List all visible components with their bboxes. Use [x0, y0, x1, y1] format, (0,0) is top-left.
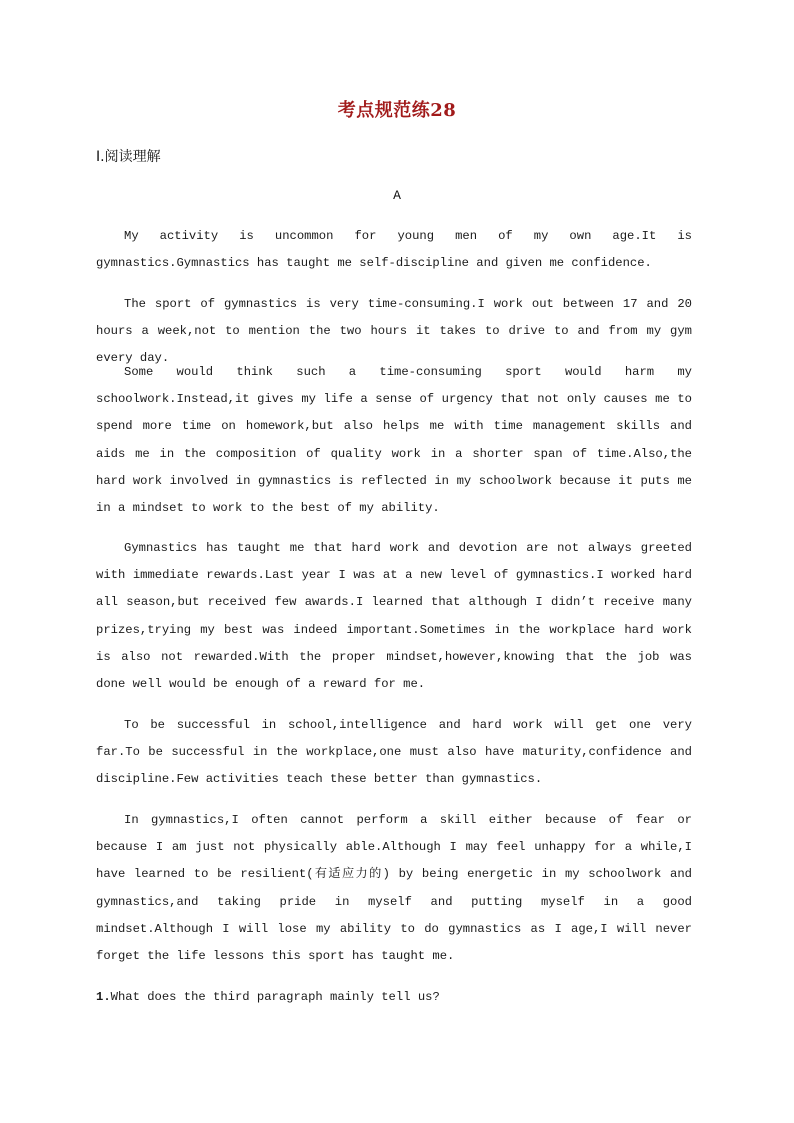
paragraph-2: The sport of gymnastics is very time-consuming.I work out between 17 and 20 hours a week,not to mention the two hours it takes to drive to and from my gym every day. — [96, 297, 692, 366]
paragraph-3: Some would think such a time-consuming sport would harm my schoolwork.Instead,it gives my life a sense of urgency that not only causes me to spend more time on homework,but also helps me with time management skills and aids me in the composition of quality work in a shorter span of time.Also,the hard work involved in gymnastics is reflected in my schoolwork because it puts me in a mindset to work to the best of my ability. — [96, 365, 692, 516]
paragraph-1: My activity is uncommon for young men of my own age.It is gymnastics.Gymnastics has taught me self-discipline and given me confidence. — [96, 229, 692, 271]
paragraph-5: To be successful in school,intelligence and hard work will get one very far.To be successful in the workplace,one must also have maturity,confidence and discipline.Few activities teach these better than gymnastics. — [96, 718, 692, 787]
passage-label: A — [393, 188, 401, 203]
paragraph-4: Gymnastics has taught me that hard work and devotion are not always greeted with immediate rewards.Last year I was at a new level of gymnastics.I worked hard all season,but received few awards.I learned that although I didn’t receive many prizes,trying my best was indeed important.Sometimes in the workplace hard work is also not rewarded.With the proper mindset,however,knowing that the job was done well would be enough of a reward for me. — [96, 541, 692, 692]
question-1 — [96, 984, 692, 1011]
section-heading: Ⅰ.阅读理解 — [96, 149, 161, 165]
question-text: What does the third paragraph mainly tell us? — [110, 990, 440, 1004]
paragraph-6: In gymnastics,I often cannot perform a skill either because of fear or because I am just not physically able.Although I may feel unhappy for a while,I have learned to be resilient(有适应力的) by being energetic in my schoolwork and gymnastics,and taking pride in myself and putting myself in a good mindset.Although I will lose my ability to do gymnastics as I age,I will never forget the life lessons this sport has taught me. — [96, 813, 692, 964]
question-number: 1. — [96, 990, 111, 1004]
page-title: 考点规范练28 — [337, 100, 457, 121]
